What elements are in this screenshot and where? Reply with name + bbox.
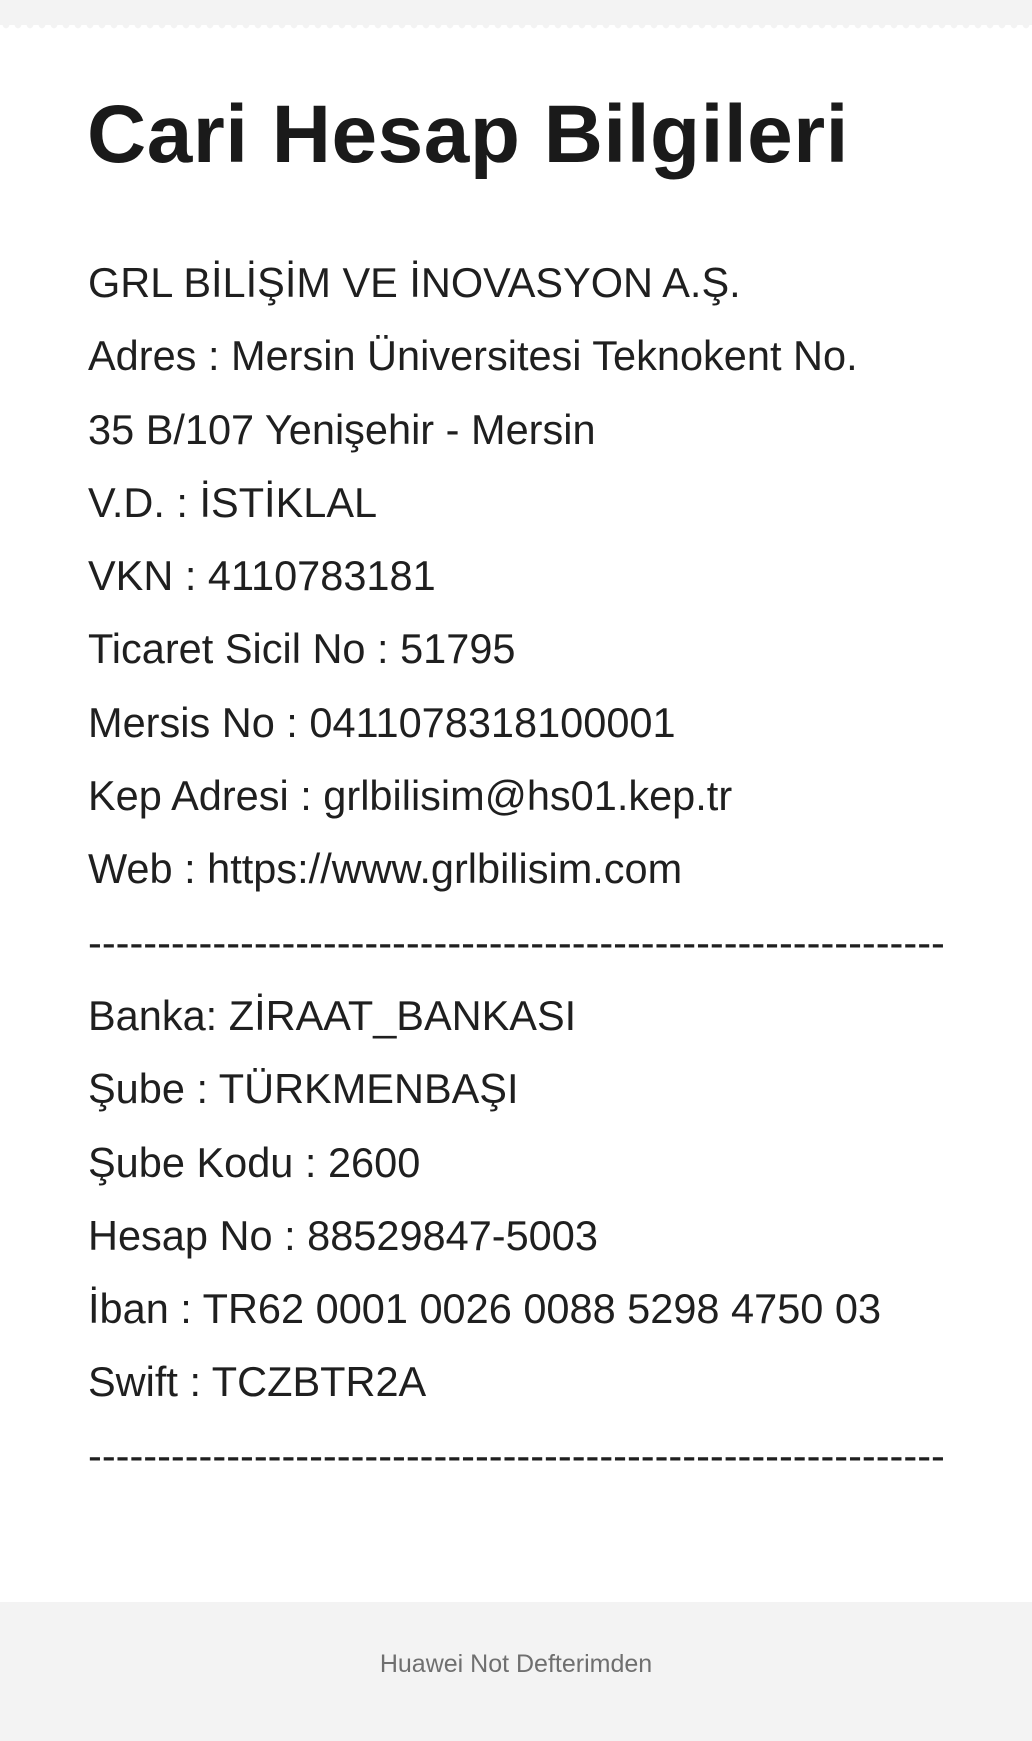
tax-office: V.D. : İSTİKLAL bbox=[88, 478, 378, 526]
note-title: Cari Hesap Bilgileri bbox=[87, 89, 849, 180]
kep-address: Kep Adresi : grlbilisim@hs01.kep.tr bbox=[88, 772, 733, 820]
note-card bbox=[0, 25, 1032, 1602]
bank-name: Banka: ZİRAAT_BANKASI bbox=[88, 991, 577, 1039]
company-name: GRL BİLİŞİM VE İNOVASYON A.Ş. bbox=[88, 259, 741, 306]
account-number: Hesap No : 88529847-5003 bbox=[88, 1211, 598, 1259]
address-line-2: 35 B/107 Yenişehir - Mersin bbox=[88, 405, 596, 453]
separator-line: -------------------------------------------------------------- bbox=[88, 918, 945, 966]
website: Web : https://www.grlbilisim.com bbox=[88, 845, 683, 893]
mersis-number: Mersis No : 0411078318100001 bbox=[88, 698, 676, 746]
swift-code: Swift : TCZBTR2A bbox=[88, 1358, 427, 1406]
trade-registry-number: Ticaret Sicil No : 51795 bbox=[88, 625, 516, 673]
footer-source-text: Huawei Not Defterimden bbox=[379, 1650, 653, 1678]
branch-name: Şube : TÜRKMENBAŞI bbox=[88, 1065, 519, 1113]
address-line-1: Adres : Mersin Üniversitesi Teknokent No. bbox=[88, 332, 858, 380]
iban: İban : TR62 0001 0026 0088 5298 4750 03 bbox=[88, 1285, 882, 1333]
branch-code: Şube Kodu : 2600 bbox=[88, 1138, 421, 1186]
tax-number: VKN : 4110783181 bbox=[88, 552, 436, 600]
note-body bbox=[88, 246, 988, 1492]
separator-line: -------------------------------------------------------------- bbox=[88, 1431, 945, 1479]
